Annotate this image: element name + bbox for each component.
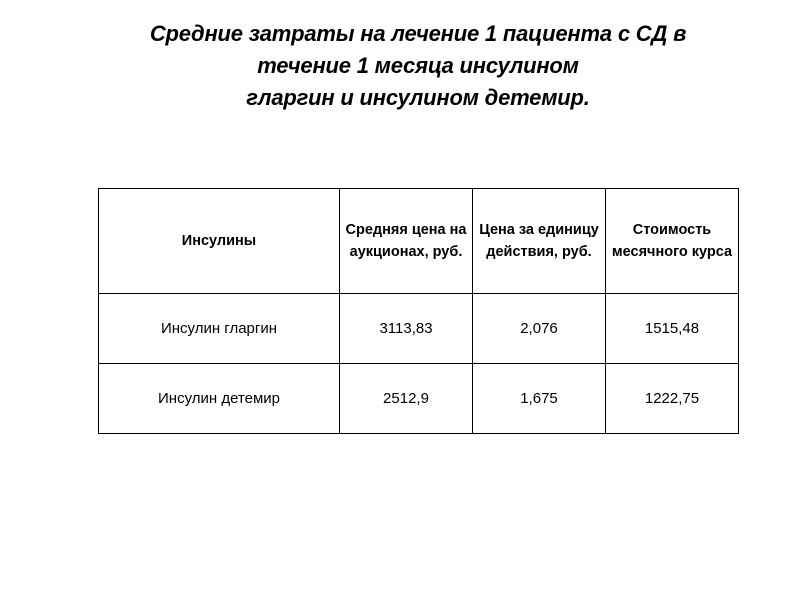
table-row	[99, 364, 739, 434]
header-monthly-cost	[606, 189, 739, 294]
table-header-row	[99, 189, 739, 294]
header-unit-price	[473, 189, 606, 294]
header-insulins-label: Инсулины	[181, 233, 257, 249]
table-header	[99, 189, 739, 294]
cell-unit-price: 2,076	[473, 294, 606, 364]
slide-title-line-3: гларгин и инсулином детемир.	[246, 85, 590, 110]
cell-unit-price: 1,675	[473, 364, 606, 434]
cell-monthly-cost: 1222,75	[606, 364, 739, 434]
cell-monthly-cost: 1515,48	[606, 294, 739, 364]
header-unit-price-label: Цена за единицу действия, руб.	[479, 222, 599, 260]
cell-average-auction-price: 3113,83	[340, 294, 473, 364]
table-row	[99, 294, 739, 364]
header-insulins	[99, 189, 340, 294]
cell-insulin-name: Инсулин гларгин	[99, 294, 340, 364]
table-body	[99, 294, 739, 434]
cell-average-auction-price: 2512,9	[340, 364, 473, 434]
cost-table	[98, 188, 739, 434]
header-monthly-cost-label: Стоимость месячного курса	[611, 222, 733, 260]
header-average-auction-price-label: Средняя цена на аукционах, руб.	[345, 222, 467, 260]
slide-title-line-1: Средние затраты на лечение 1 пациента с СД в	[149, 21, 687, 46]
cell-insulin-name: Инсулин детемир	[99, 364, 340, 434]
slide-title	[100, 18, 736, 114]
header-average-auction-price	[340, 189, 473, 294]
slide-title-line-2: течение 1 месяца инсулином	[257, 53, 579, 78]
cost-table-container	[98, 188, 739, 434]
